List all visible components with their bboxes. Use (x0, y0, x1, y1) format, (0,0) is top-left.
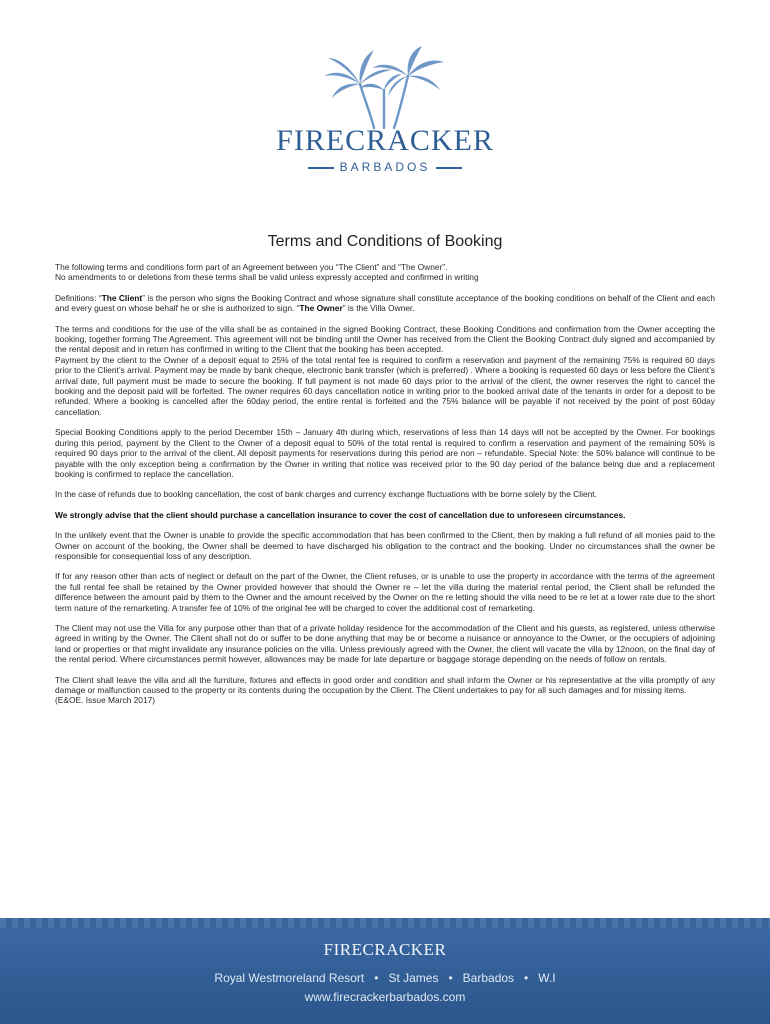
footer-texture (0, 918, 770, 928)
intro-line-2: No amendments to or deletions from these terms shall be valid unless expressly accepted and confirmed in writing (55, 272, 479, 283)
owner-unable-paragraph: In the unlikely event that the Owner is unable to provide the specific accommodation that has been confirmed to the Client, then by making a full refund of all monies paid to the Owner on account of the booking, the Owner shall be deemed to have discharged his obligation to the contract and the booking. Under no circumstances shall the owner be responsible for consequential loss of any description. (55, 530, 715, 561)
address-parish: St James (388, 971, 439, 985)
refunds-paragraph: In the case of refunds due to booking cancellation, the cost of bank charges and currency exchange fluctuations with be borne solely by the Client. (55, 489, 597, 500)
definitions-middle: ” is the person who signs the Booking Contract and whose signature shall constitute acceptance of the booking conditions on behalf of the Client and each and every guest on whose behalf he or she is authorized to sign. “ (55, 292, 715, 314)
neglect-paragraph: If for any reason other than acts of neglect or default on the part of the Owner, the Client refuses, or is unable to use the property in accordance with the terms of the agreement the full rental fee shall be retained by the Owner provided however that should the Owner re – let the villa during the material rental period, the Client shall be refunded the difference between the amount paid by them to the Owner and the amount received by the Owner on the re letting should the villa need to be re let at a lower rate due to the short term nature of the remarketing. A transfer fee of 10% of the original fee will be charged to cover the additional cost of remarketing. (55, 571, 715, 613)
intro-paragraph (55, 262, 715, 283)
agreement-paragraph: The terms and conditions for the use of the villa shall be as contained in the signed Booking Contract, these Booking Conditions and confirmation from the Owner accepting the booking, together forming The Agreement. This agreement will not be binding until the Owner has received from the Client the Booking Contract duly signed and accompanied by the rental deposit and in return has confirmed in writing to the Client that the booking has been accepted. (55, 323, 715, 355)
issue-note: (E&OE. Issue March 2017) (55, 695, 156, 706)
intro-line-1: The following terms and conditions form part of an Agreement between you “The Client” and “The Owner”. (55, 262, 448, 272)
footer (0, 918, 770, 1024)
brand-subtitle (0, 160, 770, 174)
address-separator: • (374, 971, 379, 985)
client-term: The Client (101, 292, 143, 303)
special-conditions-paragraph: Special Booking Conditions apply to the period December 15th – January 4th during which, reservations of less than 14 days will not be accepted by the Owner. For bookings during this period, payment by the Client to the Owner of a deposit equal to 50% of the total rental is required to confirm a reservation and payment of the remaining 50% is required 90 days prior to the arrival of the client. All deposit payments for reservations during this period are non – refundable. Special Note: the 50% balance will continue to be payable with the only exception being a confirmation by the Owner in writing that notice was received prior to the 90 day period of the balance being due and a replacement booking is confirmed to replace the cancellation. (55, 427, 715, 479)
document-title: Terms and Conditions of Booking (267, 233, 503, 250)
address-region: W.I (538, 971, 556, 985)
left-rule (308, 167, 334, 169)
document-body (55, 262, 715, 716)
leave-villa-paragraph: The Client shall leave the villa and all the furniture, fixtures and effects in good order and condition and shall inform the Owner or his representative at the villa promptly of any damage or malfunction caused to the property or its contents during the occupation by the Client. The Client undertakes to pay for all such damages and for missing items. (55, 674, 715, 695)
right-rule (436, 167, 462, 169)
header (0, 0, 770, 200)
address-separator: • (448, 971, 453, 985)
definitions-paragraph (55, 293, 715, 314)
address-separator: • (524, 971, 529, 985)
brand-logo-text: FIRECRACKER (276, 124, 494, 157)
insurance-advice-text: We strongly advise that the client should purchase a cancellation insurance to cover the cost of cancellation due to unforeseen circumstances. (55, 509, 626, 520)
insurance-advice-paragraph (55, 510, 715, 520)
footer-brand: FIRECRACKER (323, 940, 447, 959)
owner-term: The Owner (299, 303, 343, 314)
payment-paragraph: Payment by the client to the Owner of a deposit equal to 25% of the total rental fee is required to confirm a reservation and payment of the remaining 75% is required 60 days prior to the Client’s arrival. Payment may be made by bank cheque, electronic bank transfer (which is preferred) . Where a booking is requested 60 days or less before the Client’s arrival date, full payment must be made to secure the booking. If full payment is not made 60 days prior to the arrival of the client, the owner reserves the right to cancel the booking and the deposit paid will be forfeited. The owner requires 60 days cancellation notice in writing prior to the booked arrival date of the tenants in order for a deposit to be refunded. Where a booking is cancelled after the 60day period, the entire rental is forfeited and the 75% balance will be payable if not received by the point of post 60day cancellation. (55, 354, 715, 417)
palm-trees-icon (320, 46, 450, 130)
website-link[interactable]: www.firecrackerbarbados.com (304, 990, 466, 1004)
definitions-suffix: ” is the Villa Owner. (342, 303, 415, 314)
address-country: Barbados (462, 971, 515, 985)
footer-address (0, 971, 770, 985)
address-resort: Royal Westmoreland Resort (214, 971, 365, 985)
definitions-prefix: Definitions: “ (55, 292, 102, 303)
villa-use-paragraph: The Client may not use the Villa for any purpose other than that of a private holiday residence for the accommodation of the Client and his guests, as registered, unless otherwise agreed in writing by the Owner. The Client shall not do or suffer to be done anything that may be or become a nuisance or annoyance to the Owner, or the occupiers of adjoining land or properties or that might invalidate any insurance policies on the villa. Unless previously agreed with the Owner, the client will vacate the villa by 12noon, on the final day of the rental period. Where circumstances permit however, allowances may be made for late departure or baggage storage depending on the needs of follow on rentals. (55, 622, 715, 665)
subbrand-text: BARBADOS (339, 160, 431, 174)
